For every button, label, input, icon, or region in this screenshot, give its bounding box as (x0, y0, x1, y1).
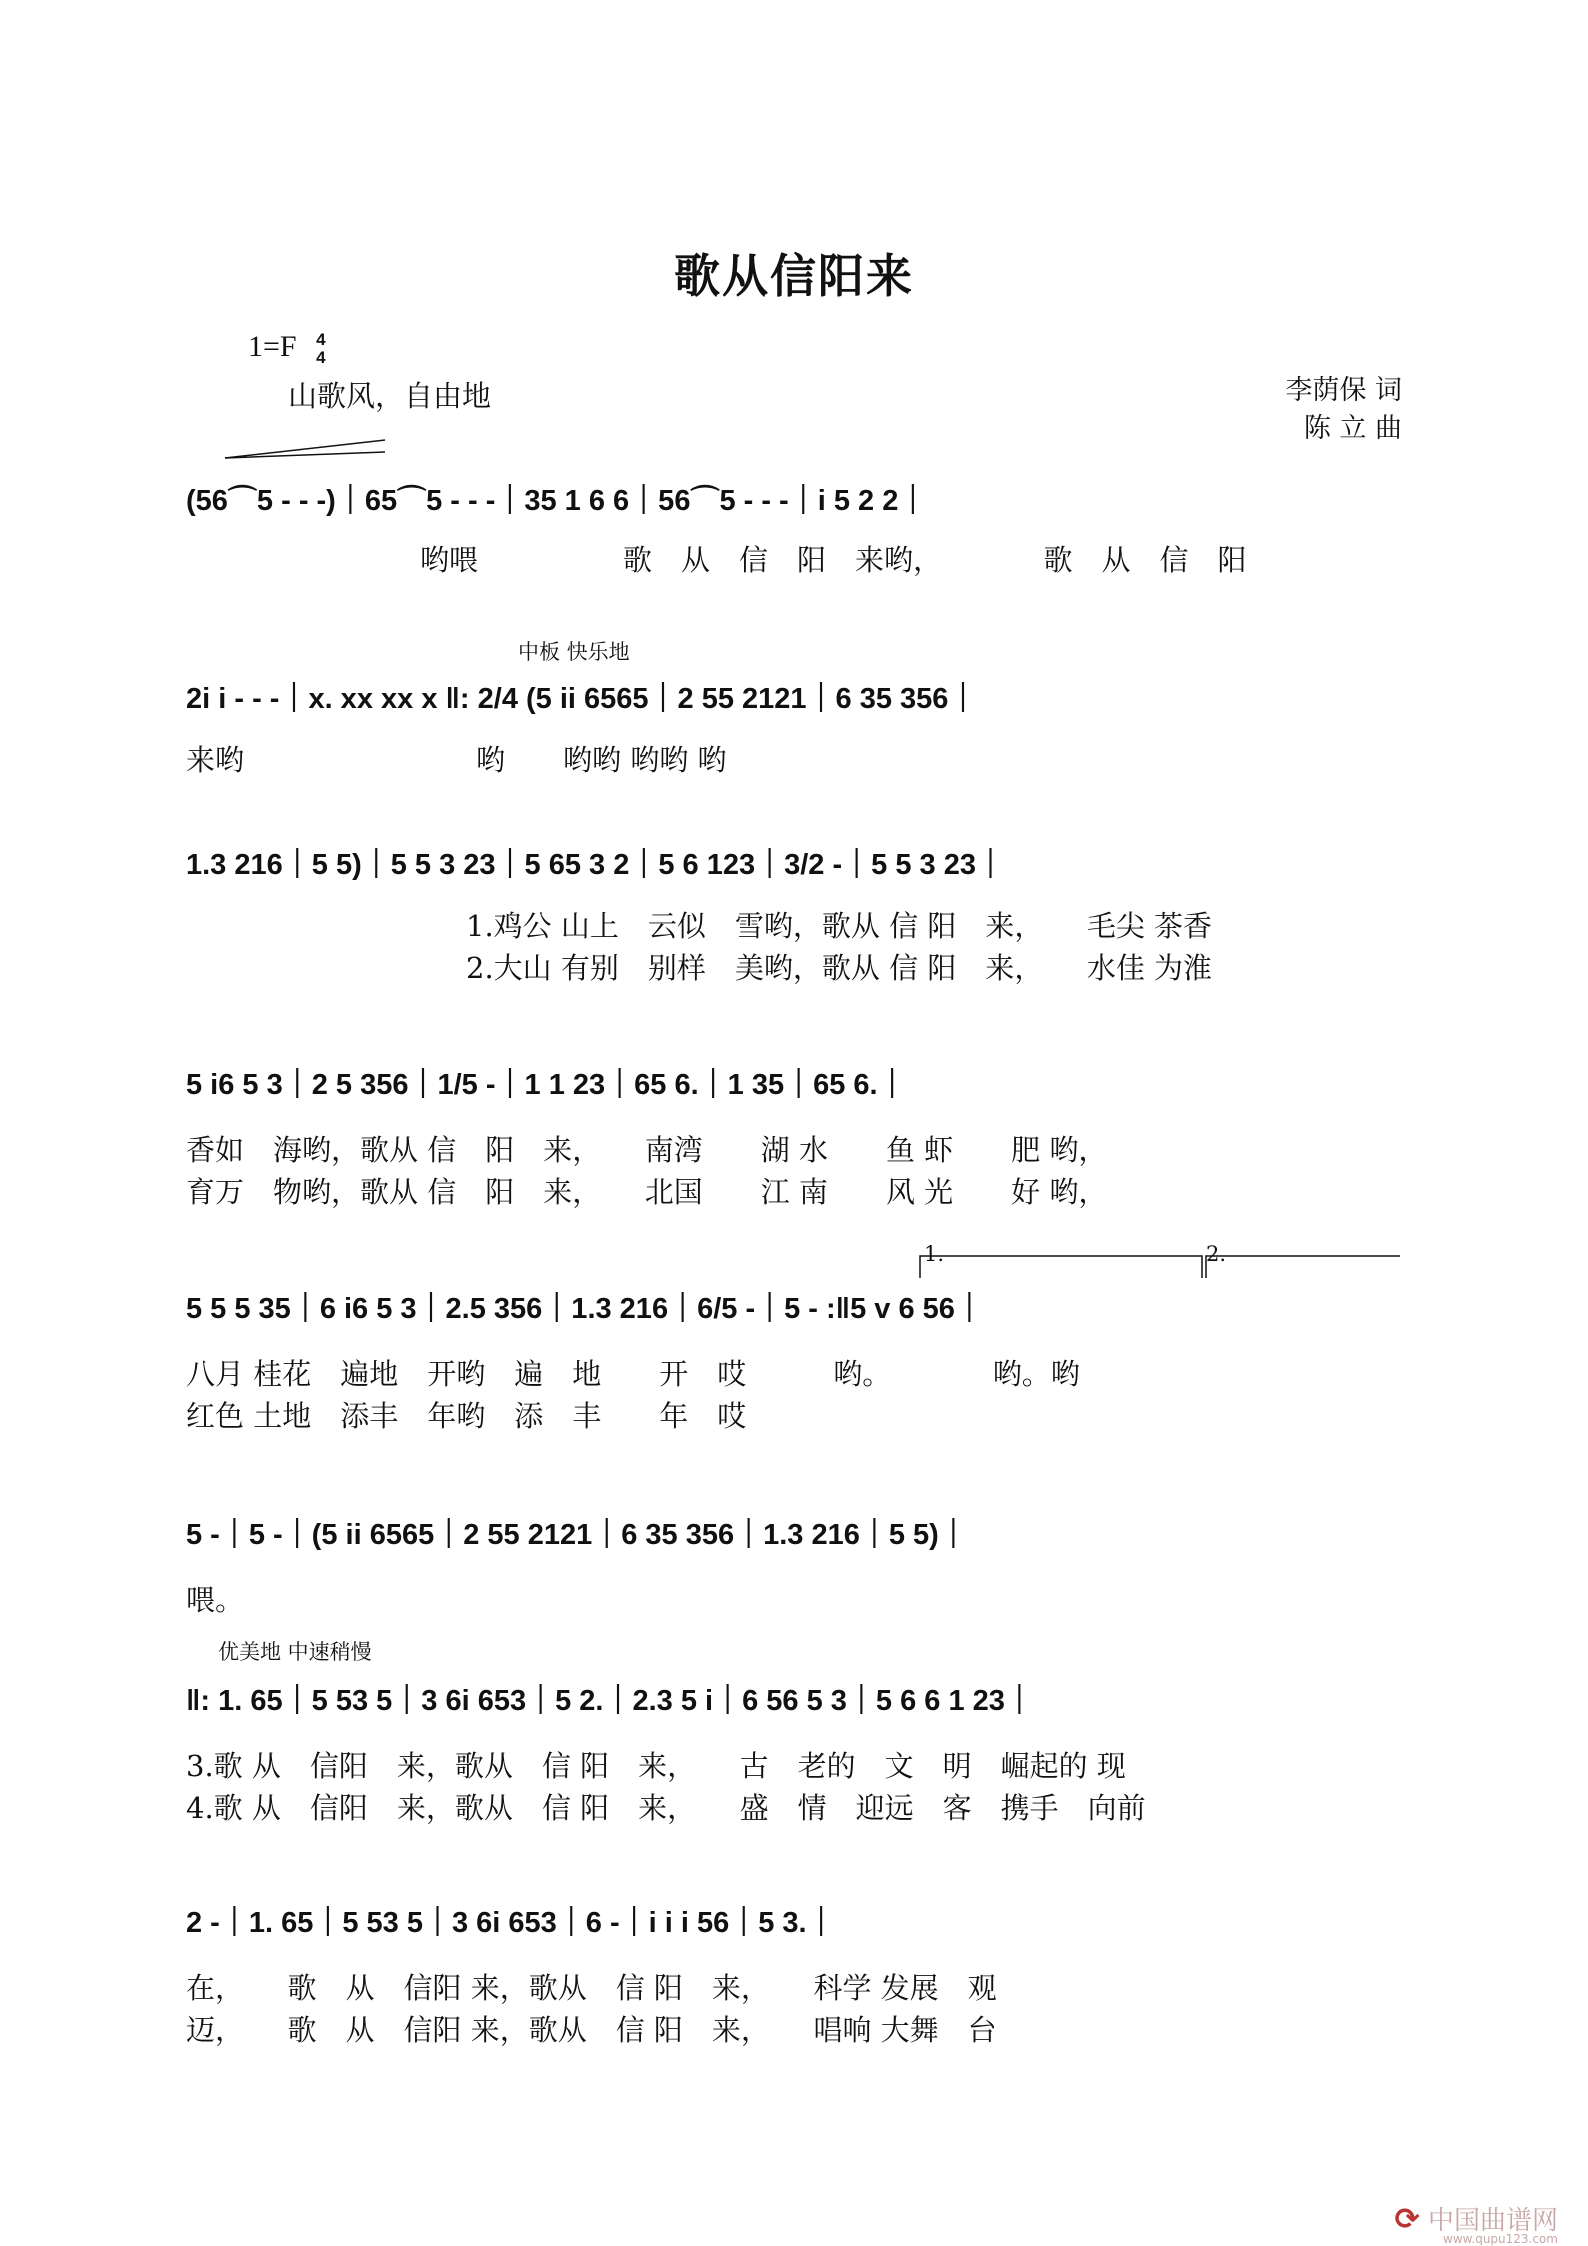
lyric-line: 育万 物哟，歌从 信 阳 来， 北国 江 南 风 光 好 哟， (186, 1175, 1108, 1209)
notation-line: ‖: 1. 65｜5 53 5｜3 6i 653｜5 2.｜2.3 5 i｜6 56 5 3｜5 6 6 1 23｜ (186, 1685, 1034, 1717)
lyric-line: 来哟 哟 哟哟 哟哟 哟 (186, 743, 727, 777)
volta-2-label: 2. (1206, 1242, 1227, 1266)
volta-bracket-2 (1206, 1256, 1400, 1278)
notation-line: (56⌒5 - - -)｜65⌒5 - - -｜35 1 6 6｜56⌒5 - - -｜i 5 2 2｜ (186, 485, 928, 517)
lyric-line: 八月 桂花 遍地 开哟 遍 地 开 哎 哟。 哟。哟 (186, 1357, 1080, 1391)
lyric-line: 1.鸡公 山上 云似 雪哟，歌从 信 阳 来， 毛尖 茶香 (466, 909, 1213, 943)
lyric-line: 4.歌 从 信阳 来，歌从 信 阳 来， 盛 情 迎远 客 携手 向前 (186, 1791, 1146, 1825)
key-text: 1=F (248, 330, 297, 363)
lyricist-credit: 李荫保 词 (1285, 375, 1402, 406)
volta-1-label: 1. (924, 1242, 945, 1266)
notation-line: 2i i - - -｜x. xx xx x ‖: 2/4 (5 ii 6565｜2 55 2121｜6 35 356｜ (186, 683, 978, 715)
lyric-line: 迈， 歌 从 信阳 来，歌从 信 阳 来， 唱响 大舞 台 (186, 2013, 997, 2047)
crescendo-hairpin (225, 440, 385, 458)
notation-line: 5 -｜5 -｜(5 ii 6565｜2 55 2121｜6 35 356｜1.3 216｜5 5)｜ (186, 1519, 968, 1551)
time-signature-top: 4 (316, 330, 326, 350)
time-signature-bottom: 4 (316, 348, 326, 368)
tempo-marking: 优美地 中速稍慢 (218, 1640, 372, 1664)
composer-credit: 陈 立 曲 (1303, 413, 1402, 444)
lyric-line: 喂。 (186, 1583, 245, 1617)
watermark-brand: 中国曲谱网 (1427, 2206, 1558, 2236)
lyric-line: 在， 歌 从 信阳 来，歌从 信 阳 来， 科学 发展 观 (186, 1971, 997, 2005)
notation-line: 1.3 216｜5 5)｜5 5 3 23｜5 65 3 2｜5 6 123｜3/2 -｜5 5 3 23｜ (186, 849, 1005, 881)
notation-line: 5 5 5 35｜6 i6 5 3｜2.5 356｜1.3 216｜6/5 -｜5 - :‖5 v 6 56｜ (186, 1293, 984, 1325)
site-watermark: ⟳ 中国曲谱网 (1394, 2202, 1558, 2237)
notation-line: 5 i6 5 3｜2 5 356｜1/5 -｜1 1 23｜65 6.｜1 35｜65 6.｜ (186, 1069, 907, 1101)
tempo-marking: 中板 快乐地 (518, 640, 630, 664)
notation-line: 2 -｜1. 65｜5 53 5｜3 6i 653｜6 -｜i i i 56｜5 3.｜ (186, 1907, 836, 1939)
lyric-line: 哟喂 歌 从 信 阳 来哟， 歌 从 信 阳 (420, 543, 1247, 577)
lyric-line: 2.大山 有别 别样 美哟，歌从 信 阳 来， 水佳 为淮 (466, 951, 1213, 985)
tempo-marking: 山歌风，自由地 (288, 379, 492, 413)
lyric-line: 香如 海哟，歌从 信 阳 来， 南湾 湖 水 鱼 虾 肥 哟， (186, 1133, 1108, 1167)
lyric-line: 红色 土地 添丰 年哟 添 丰 年 哎 (186, 1399, 747, 1433)
page-title: 歌从信阳来 (674, 249, 914, 303)
volta-bracket-1 (920, 1256, 1202, 1278)
watermark-url: www.qupu123.com (1443, 2232, 1558, 2246)
lyric-line: 3.歌 从 信阳 来，歌从 信 阳 来， 古 老的 文 明 崛起的 现 (186, 1749, 1126, 1783)
